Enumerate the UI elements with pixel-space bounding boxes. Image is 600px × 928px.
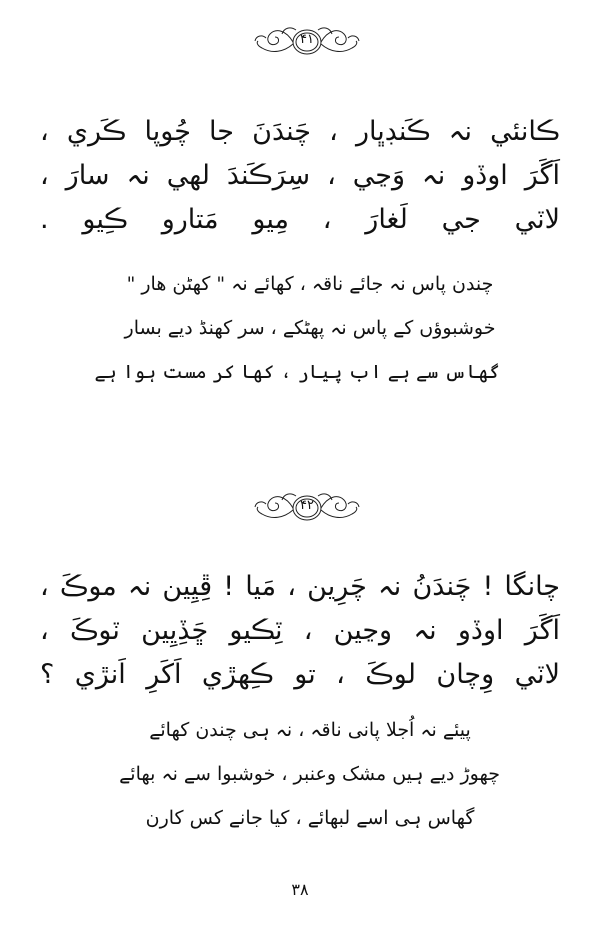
sindhi-verse: [40, 565, 560, 697]
translation-line: پیئے نہ اُجلا پانی ناقہ ، نہ ہی چندن کھائے: [149, 719, 471, 741]
verse-line: اَگَرَ اوڏو نہ وڃين ، ٽِڪيو ڇَڏِيِين ٽوڪَ ،: [40, 615, 560, 646]
verse-line: لاٽي وِچان لوڪَ ، تو ڪِهڙي اَکَرِ اَنڙي ؟: [40, 659, 560, 690]
translation-line: چندن پاس نہ جائے ناقہ ، کھائے نہ " کھٹن ھار ": [126, 273, 494, 295]
verse-number: ۴۱: [300, 32, 314, 47]
verse-number: ۴۲: [300, 498, 314, 513]
verse-line: لاٽي جي لَغارَ ، مِيو مَتارو ڪِيو .: [40, 204, 560, 235]
verse-line: اَگَرَ اوڏو نہ وَڃي ، سِرَڪَندَ لھي نہ سارَ ،: [40, 160, 560, 191]
urdu-translation: [120, 708, 500, 840]
translation-line: خوشبوؤں کے پاس نہ پھٹکے ، سر کھنڈ دیے بسار: [124, 317, 496, 339]
urdu-translation: [94, 262, 500, 394]
verse-line: ڪانئي نہ ڪَنڊڀار ، چَندَنَ جا چُوپا ڪَري ،: [40, 116, 560, 147]
translation-line: گھاس ہی اسے لبھائے ، کیا جانے کس کارن: [145, 807, 475, 829]
page-number: ۳۸: [291, 880, 309, 899]
verse-number-ornament: [252, 22, 362, 62]
verse-number-ornament: [252, 488, 362, 528]
verse-line: چانگا ! چَندَنُ نہ چَرِين ، مَيا ! ڦِيِين نہ موڪَ ،: [40, 571, 560, 602]
sindhi-verse: [40, 110, 560, 242]
translation-line: چھوڑ دیے ہیں مشک وعنبر ، خوشبوا سے نہ بھائے: [119, 763, 500, 785]
translation-line: گھاس سے ہے اب پیار ، کھا کر مست ہوا ہے: [94, 361, 500, 383]
